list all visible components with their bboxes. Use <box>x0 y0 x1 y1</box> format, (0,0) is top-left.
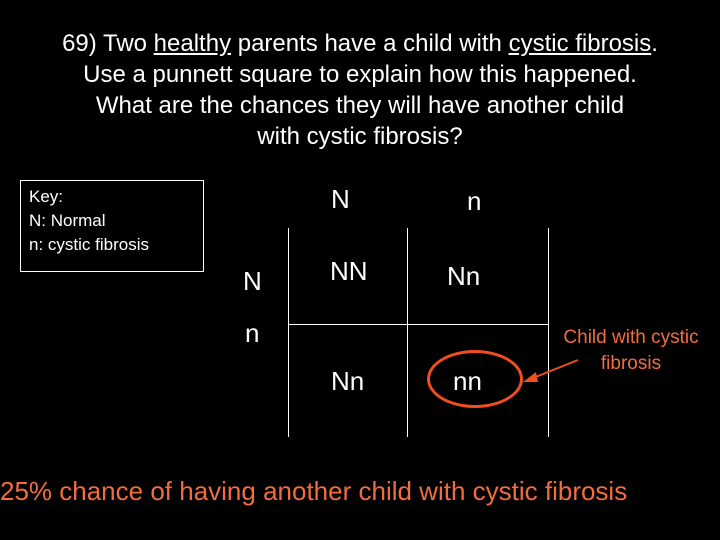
healthy-underlined: healthy <box>153 30 232 57</box>
cell-Nn-bottom: Nn <box>331 366 365 396</box>
annotation-label: Child with cystic fibrosis <box>563 327 699 374</box>
key-cf: n: cystic fibrosis <box>29 235 149 254</box>
answer-text: 25% chance of having another child with cystic fibrosis <box>0 476 628 506</box>
cell-NN: NN <box>330 256 368 286</box>
row-header-1: N <box>243 266 262 296</box>
cell-Nn-top: Nn <box>447 261 481 291</box>
cystic-fibrosis-underlined: cystic fibrosis <box>508 30 652 57</box>
question-line-1: 69) Two healthy parents have a child with cystic fibrosis. <box>62 30 658 57</box>
question-line-4: with cystic fibrosis? <box>257 123 463 150</box>
question-line-3: What are the chances they will have another child <box>95 92 625 119</box>
cell-nn: nn <box>453 366 482 396</box>
col-header-1: N <box>331 184 350 214</box>
question-line-2: Use a punnett square to explain how this happened. <box>83 61 637 88</box>
row-header-2: n <box>245 318 260 348</box>
key-normal: N: Normal <box>29 211 106 230</box>
key-title: Key: <box>29 187 64 206</box>
col-header-2: n <box>467 186 482 216</box>
